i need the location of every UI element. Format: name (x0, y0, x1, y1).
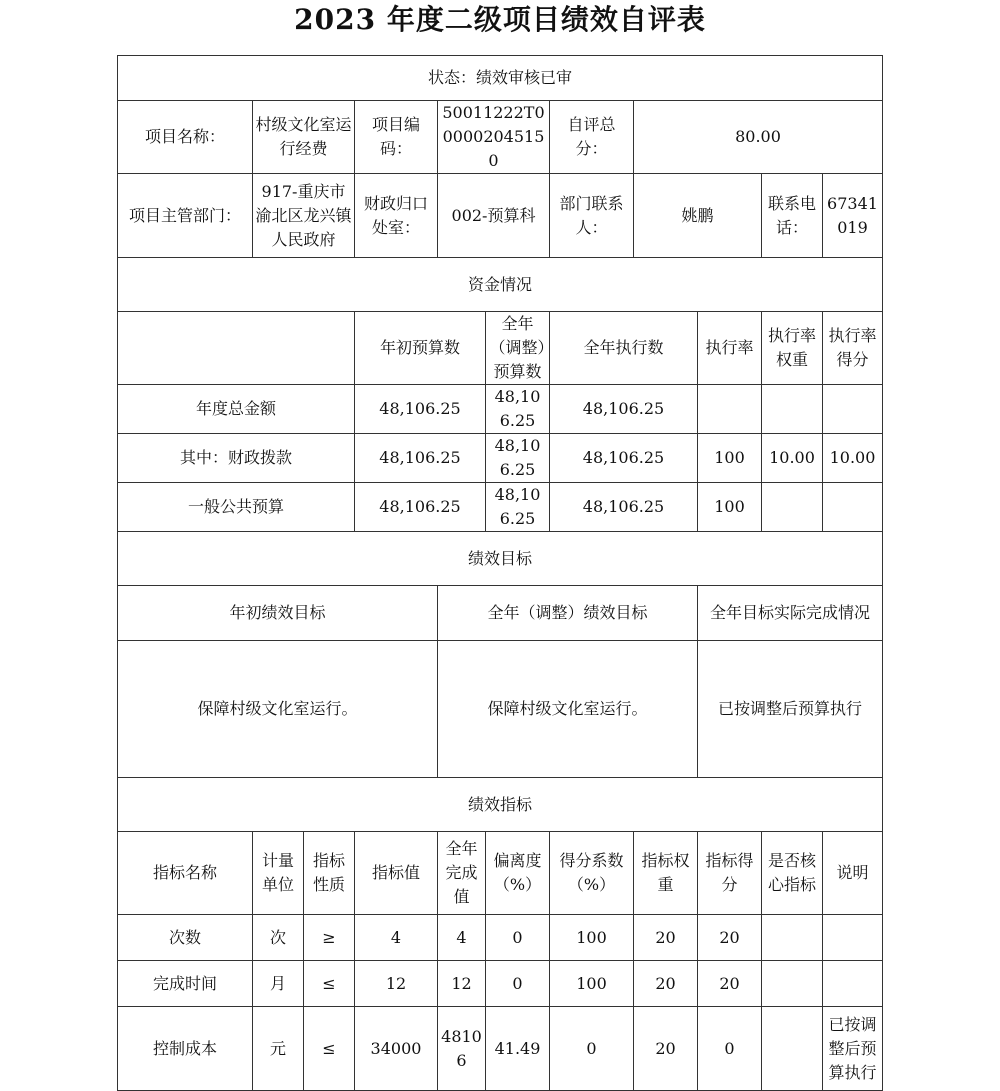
funds-cell (698, 385, 762, 434)
table-row (118, 385, 883, 434)
indicator-header: 指标值 (355, 832, 438, 915)
project-name: 村级文化室运行经费 (253, 101, 355, 174)
indicator-cell: 20 (634, 961, 698, 1007)
funds-header: 执行率权重 (762, 312, 823, 385)
funds-cell (823, 483, 883, 532)
table-row (118, 915, 883, 961)
indicator-header: 指标权重 (634, 832, 698, 915)
indicator-cell (823, 915, 883, 961)
funds-cell: 48,106.25 (550, 483, 698, 532)
status-row: 状态：绩效审核已审 (118, 56, 883, 101)
funds-cell: 48,106.25 (550, 434, 698, 483)
indicator-cell: 100 (550, 915, 634, 961)
self-score-label: 自评总分： (550, 101, 634, 174)
project-name-label: 项目名称： (118, 101, 253, 174)
indicator-cell: 次 (253, 915, 304, 961)
indicator-cell: ≤ (304, 961, 355, 1007)
indicator-header: 得分系数（%） (550, 832, 634, 915)
funds-cell: 100 (698, 483, 762, 532)
contact: 姚鹏 (634, 174, 762, 258)
indicator-header: 指标得分 (698, 832, 762, 915)
funds-cell: 10.00 (762, 434, 823, 483)
evaluation-table (117, 55, 883, 1091)
indicator-cell: 0 (486, 961, 550, 1007)
funds-cell: 一般公共预算 (118, 483, 355, 532)
funds-header: 全年执行数 (550, 312, 698, 385)
funds-cell: 48,106.25 (486, 385, 550, 434)
funds-header: 执行率 (698, 312, 762, 385)
indicator-header: 指标性质 (304, 832, 355, 915)
table-row (118, 961, 883, 1007)
funds-cell: 48,106.25 (550, 385, 698, 434)
goal-adjusted: 保障村级文化室运行。 (438, 641, 698, 778)
funds-header: 执行率得分 (823, 312, 883, 385)
funds-cell (823, 385, 883, 434)
self-score: 80.00 (634, 101, 883, 174)
indicator-header: 偏离度（%） (486, 832, 550, 915)
phone: 67341019 (823, 174, 883, 258)
indicator-cell: 0 (486, 915, 550, 961)
indicator-cell: 月 (253, 961, 304, 1007)
funds-section-title: 资金情况 (118, 258, 883, 312)
indicator-cell: 次数 (118, 915, 253, 961)
indicator-cell (762, 915, 823, 961)
indicator-header: 指标名称 (118, 832, 253, 915)
page-title: 2023 年度二级项目绩效自评表 (294, 3, 706, 36)
indicator-cell: 100 (550, 961, 634, 1007)
funds-cell (762, 385, 823, 434)
indicator-cell: 48106 (438, 1007, 486, 1091)
phone-label: 联系电话： (762, 174, 823, 258)
indicator-cell: 12 (438, 961, 486, 1007)
funds-cell: 年度总金额 (118, 385, 355, 434)
indicator-cell: 41.49 (486, 1007, 550, 1091)
finance-office-label: 财政归口处室： (355, 174, 438, 258)
dept-label: 项目主管部门： (118, 174, 253, 258)
funds-header: 全年（调整）预算数 (486, 312, 550, 385)
indicator-header: 全年完成值 (438, 832, 486, 915)
table-row (118, 434, 883, 483)
indicator-cell: 20 (698, 915, 762, 961)
indicator-cell: 0 (698, 1007, 762, 1091)
indicator-cell: 12 (355, 961, 438, 1007)
indicator-cell: 20 (698, 961, 762, 1007)
funds-header: 年初预算数 (355, 312, 486, 385)
indicator-cell: ≤ (304, 1007, 355, 1091)
indicator-cell (762, 961, 823, 1007)
indicator-cell: 完成时间 (118, 961, 253, 1007)
funds-cell: 其中：财政拨款 (118, 434, 355, 483)
indicator-cell: 元 (253, 1007, 304, 1091)
indicator-cell: 4 (355, 915, 438, 961)
goals-header: 年初绩效目标 (118, 586, 438, 641)
goals-header: 全年目标实际完成情况 (698, 586, 883, 641)
indicator-cell: 20 (634, 1007, 698, 1091)
funds-cell: 48,106.25 (355, 483, 486, 532)
indicator-cell: 4 (438, 915, 486, 961)
funds-cell: 48,106.25 (486, 483, 550, 532)
funds-cell: 100 (698, 434, 762, 483)
goal-actual: 已按调整后预算执行 (698, 641, 883, 778)
indicator-cell: ≥ (304, 915, 355, 961)
funds-header-blank (118, 312, 355, 385)
goal-initial: 保障村级文化室运行。 (118, 641, 438, 778)
project-code-label: 项目编码： (355, 101, 438, 174)
contact-label: 部门联系人： (550, 174, 634, 258)
funds-cell: 48,106.25 (355, 385, 486, 434)
funds-cell: 48,106.25 (355, 434, 486, 483)
funds-cell: 10.00 (823, 434, 883, 483)
funds-cell: 48,106.25 (486, 434, 550, 483)
indicator-header: 计量单位 (253, 832, 304, 915)
dept: 917-重庆市渝北区龙兴镇人民政府 (253, 174, 355, 258)
goals-section-title: 绩效目标 (118, 532, 883, 586)
indicator-header: 是否核心指标 (762, 832, 823, 915)
indicator-note: 已按调整后预算执行 (823, 1007, 883, 1091)
indicator-header: 说明 (823, 832, 883, 915)
table-row (118, 483, 883, 532)
funds-cell (762, 483, 823, 532)
indicator-cell: 20 (634, 915, 698, 961)
finance-office: 002-预算科 (438, 174, 550, 258)
indicator-cell (823, 961, 883, 1007)
indicator-cell: 34000 (355, 1007, 438, 1091)
indicator-cell: 控制成本 (118, 1007, 253, 1091)
indicators-section-title: 绩效指标 (118, 778, 883, 832)
goals-header: 全年（调整）绩效目标 (438, 586, 698, 641)
indicator-cell: 0 (550, 1007, 634, 1091)
project-code: 50011222T000002045150 (438, 101, 550, 174)
